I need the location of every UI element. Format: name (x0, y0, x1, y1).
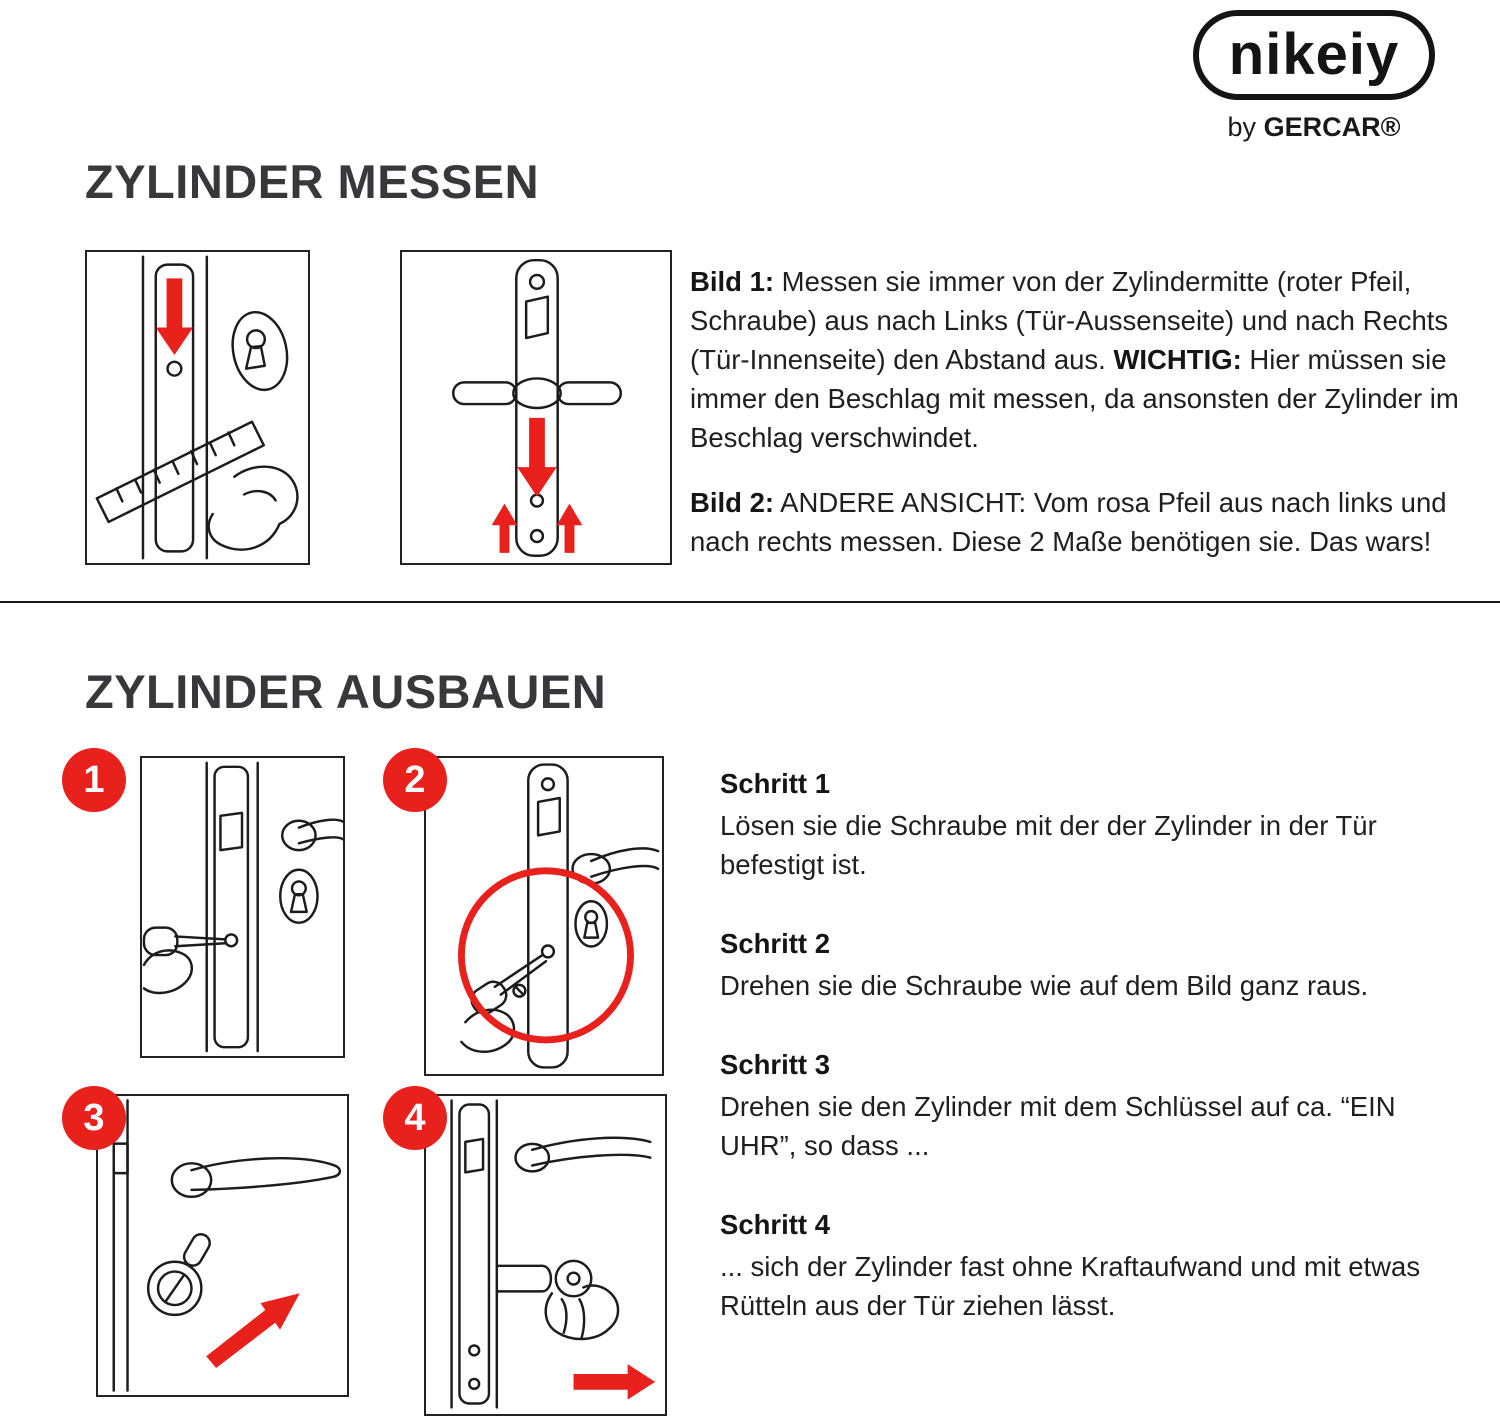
handle-rose (516, 1144, 549, 1172)
red-arrow-down-icon (156, 278, 193, 355)
cylinder-screw (225, 934, 237, 946)
step-2-text: Drehen sie die Schraube wie auf dem Bild ganz raus. (720, 970, 1369, 1002)
step-3-text: Drehen sie den Zylinder mit dem Schlüssel auf ca. “EIN UHR”, so dass ... (720, 1091, 1396, 1162)
key-bow (556, 1261, 591, 1296)
ausbauen-text-column (720, 768, 1455, 1369)
brand-block (1164, 10, 1464, 143)
bild-1-illustration (87, 252, 308, 563)
handle-rose (172, 1163, 211, 1196)
hand-finger (562, 1299, 567, 1332)
faceplate-screw (531, 530, 543, 542)
red-arrow-diagonal-icon (206, 1293, 299, 1368)
brand-byline: by GERCAR® (1227, 112, 1401, 142)
handle-lever (191, 1158, 339, 1190)
hand-finger (579, 1299, 584, 1338)
brand-logo-text: nikeiy (1228, 22, 1400, 87)
step-2-text-block (720, 928, 1455, 1005)
bild-2-label: Bild 2: (690, 487, 775, 519)
lock-faceplate (215, 767, 248, 1047)
screwdriver-shaft (175, 936, 225, 939)
handle-lever (532, 1138, 650, 1150)
figure-step-4 (424, 1094, 667, 1416)
key-bow (181, 1231, 213, 1269)
bild-1-label: Bild 1: (690, 266, 775, 297)
faceplate-screw (469, 1379, 479, 1389)
hand (209, 467, 298, 550)
latch (220, 813, 242, 850)
handle-spindle (513, 378, 560, 408)
figure-bild-2 (400, 250, 672, 565)
cylinder-screw (542, 946, 554, 958)
step-4-illustration (426, 1096, 665, 1414)
handle-lever (591, 848, 658, 861)
section-ausbauen-title: ZYLINDER AUSBAUEN (85, 665, 607, 718)
latch (465, 1139, 483, 1172)
hand (144, 950, 192, 993)
screwdriver-shaft (175, 943, 225, 946)
step-2-illustration (426, 758, 662, 1074)
brand-logo (1193, 10, 1435, 100)
lock-faceplate (528, 765, 567, 1068)
step-3-badge: 3 (62, 1086, 126, 1150)
handle-rose (282, 821, 315, 850)
red-arrow-right-icon (574, 1364, 656, 1399)
step-3-text-block (720, 1049, 1455, 1165)
figure-step-1 (140, 756, 345, 1058)
handle-lever (299, 837, 343, 843)
figure-bild-1 (85, 250, 310, 565)
hand-thumb (244, 491, 275, 500)
wichtig-label: WICHTIG: (1113, 344, 1242, 376)
key-bow-hole (568, 1273, 580, 1285)
step-3-label: Schritt 3 (720, 1049, 831, 1081)
keyhole-icon (585, 911, 597, 923)
faceplate-screw (469, 1345, 479, 1355)
step-3-illustration (98, 1096, 347, 1395)
keyhole-icon (291, 894, 307, 912)
step-1-label: Schritt 1 (720, 768, 831, 799)
step-4-badge: 4 (383, 1086, 447, 1150)
latch (526, 297, 548, 338)
cylinder-screw (168, 362, 182, 376)
cylinder-end (542, 1266, 551, 1292)
loose-screw-slot (515, 987, 523, 995)
red-arrow-up-icon (492, 504, 518, 553)
handle-lever-right (558, 382, 621, 404)
keyhole-escutcheon (226, 307, 294, 395)
step-4-text-block (720, 1209, 1455, 1325)
step-1-text-block (720, 768, 1455, 884)
step-4-text: ... sich der Zylinder fast ohne Kraftaufwand und mit etwas Rütteln aus der Tür ziehen lässt. (720, 1251, 1421, 1322)
keyhole-icon (246, 346, 265, 369)
key-slot (166, 1276, 184, 1302)
handle-lever-left (453, 382, 516, 404)
latch (538, 798, 560, 835)
step-2-badge: 2 (383, 748, 447, 812)
step-2-label: Schritt 2 (720, 928, 831, 960)
section-divider (0, 601, 1500, 603)
bild-1-paragraph: Bild 1: Messen sie immer von der Zylindermitte (roter Pfeil, Schraube) aus nach Links (Tür-Aussenseite) und nach Rechts (Tür-Innenseite) den Abstand aus. WICHTIG: Hier müssen sie immer den Beschlag mit messen, da ansonsten der Zylinder im Beschlag verschwindet. (690, 266, 1459, 454)
bild-2-paragraph: Bild 2: ANDERE ANSICHT: Vom rosa Pfeil aus nach links und nach rechts messen. Diese 2 Maße benötigen sie. Das wars! (690, 487, 1447, 558)
ruler (97, 422, 264, 522)
step-1-text: Lösen sie die Schraube mit der der Zylinder in der Tür befestigt ist. (720, 810, 1377, 881)
red-highlight-circle (461, 871, 630, 1040)
faceplate-screw (530, 275, 544, 289)
step-1-illustration (142, 758, 343, 1056)
messen-text-column (690, 262, 1468, 587)
figure-step-2 (424, 756, 664, 1076)
red-arrow-down-icon (517, 418, 556, 497)
handle-lever (591, 866, 658, 877)
faceplate-screw (542, 778, 554, 790)
section-messen-title: ZYLINDER MESSEN (85, 155, 540, 208)
red-arrow-up-icon (557, 504, 583, 553)
bild-2-illustration (402, 252, 670, 563)
step-4-label: Schritt 4 (720, 1209, 831, 1241)
figure-step-3 (96, 1094, 349, 1397)
latch (114, 1144, 128, 1174)
step-1-badge: 1 (62, 748, 126, 812)
keyhole-icon (584, 923, 598, 938)
lock-faceplate (459, 1105, 489, 1404)
